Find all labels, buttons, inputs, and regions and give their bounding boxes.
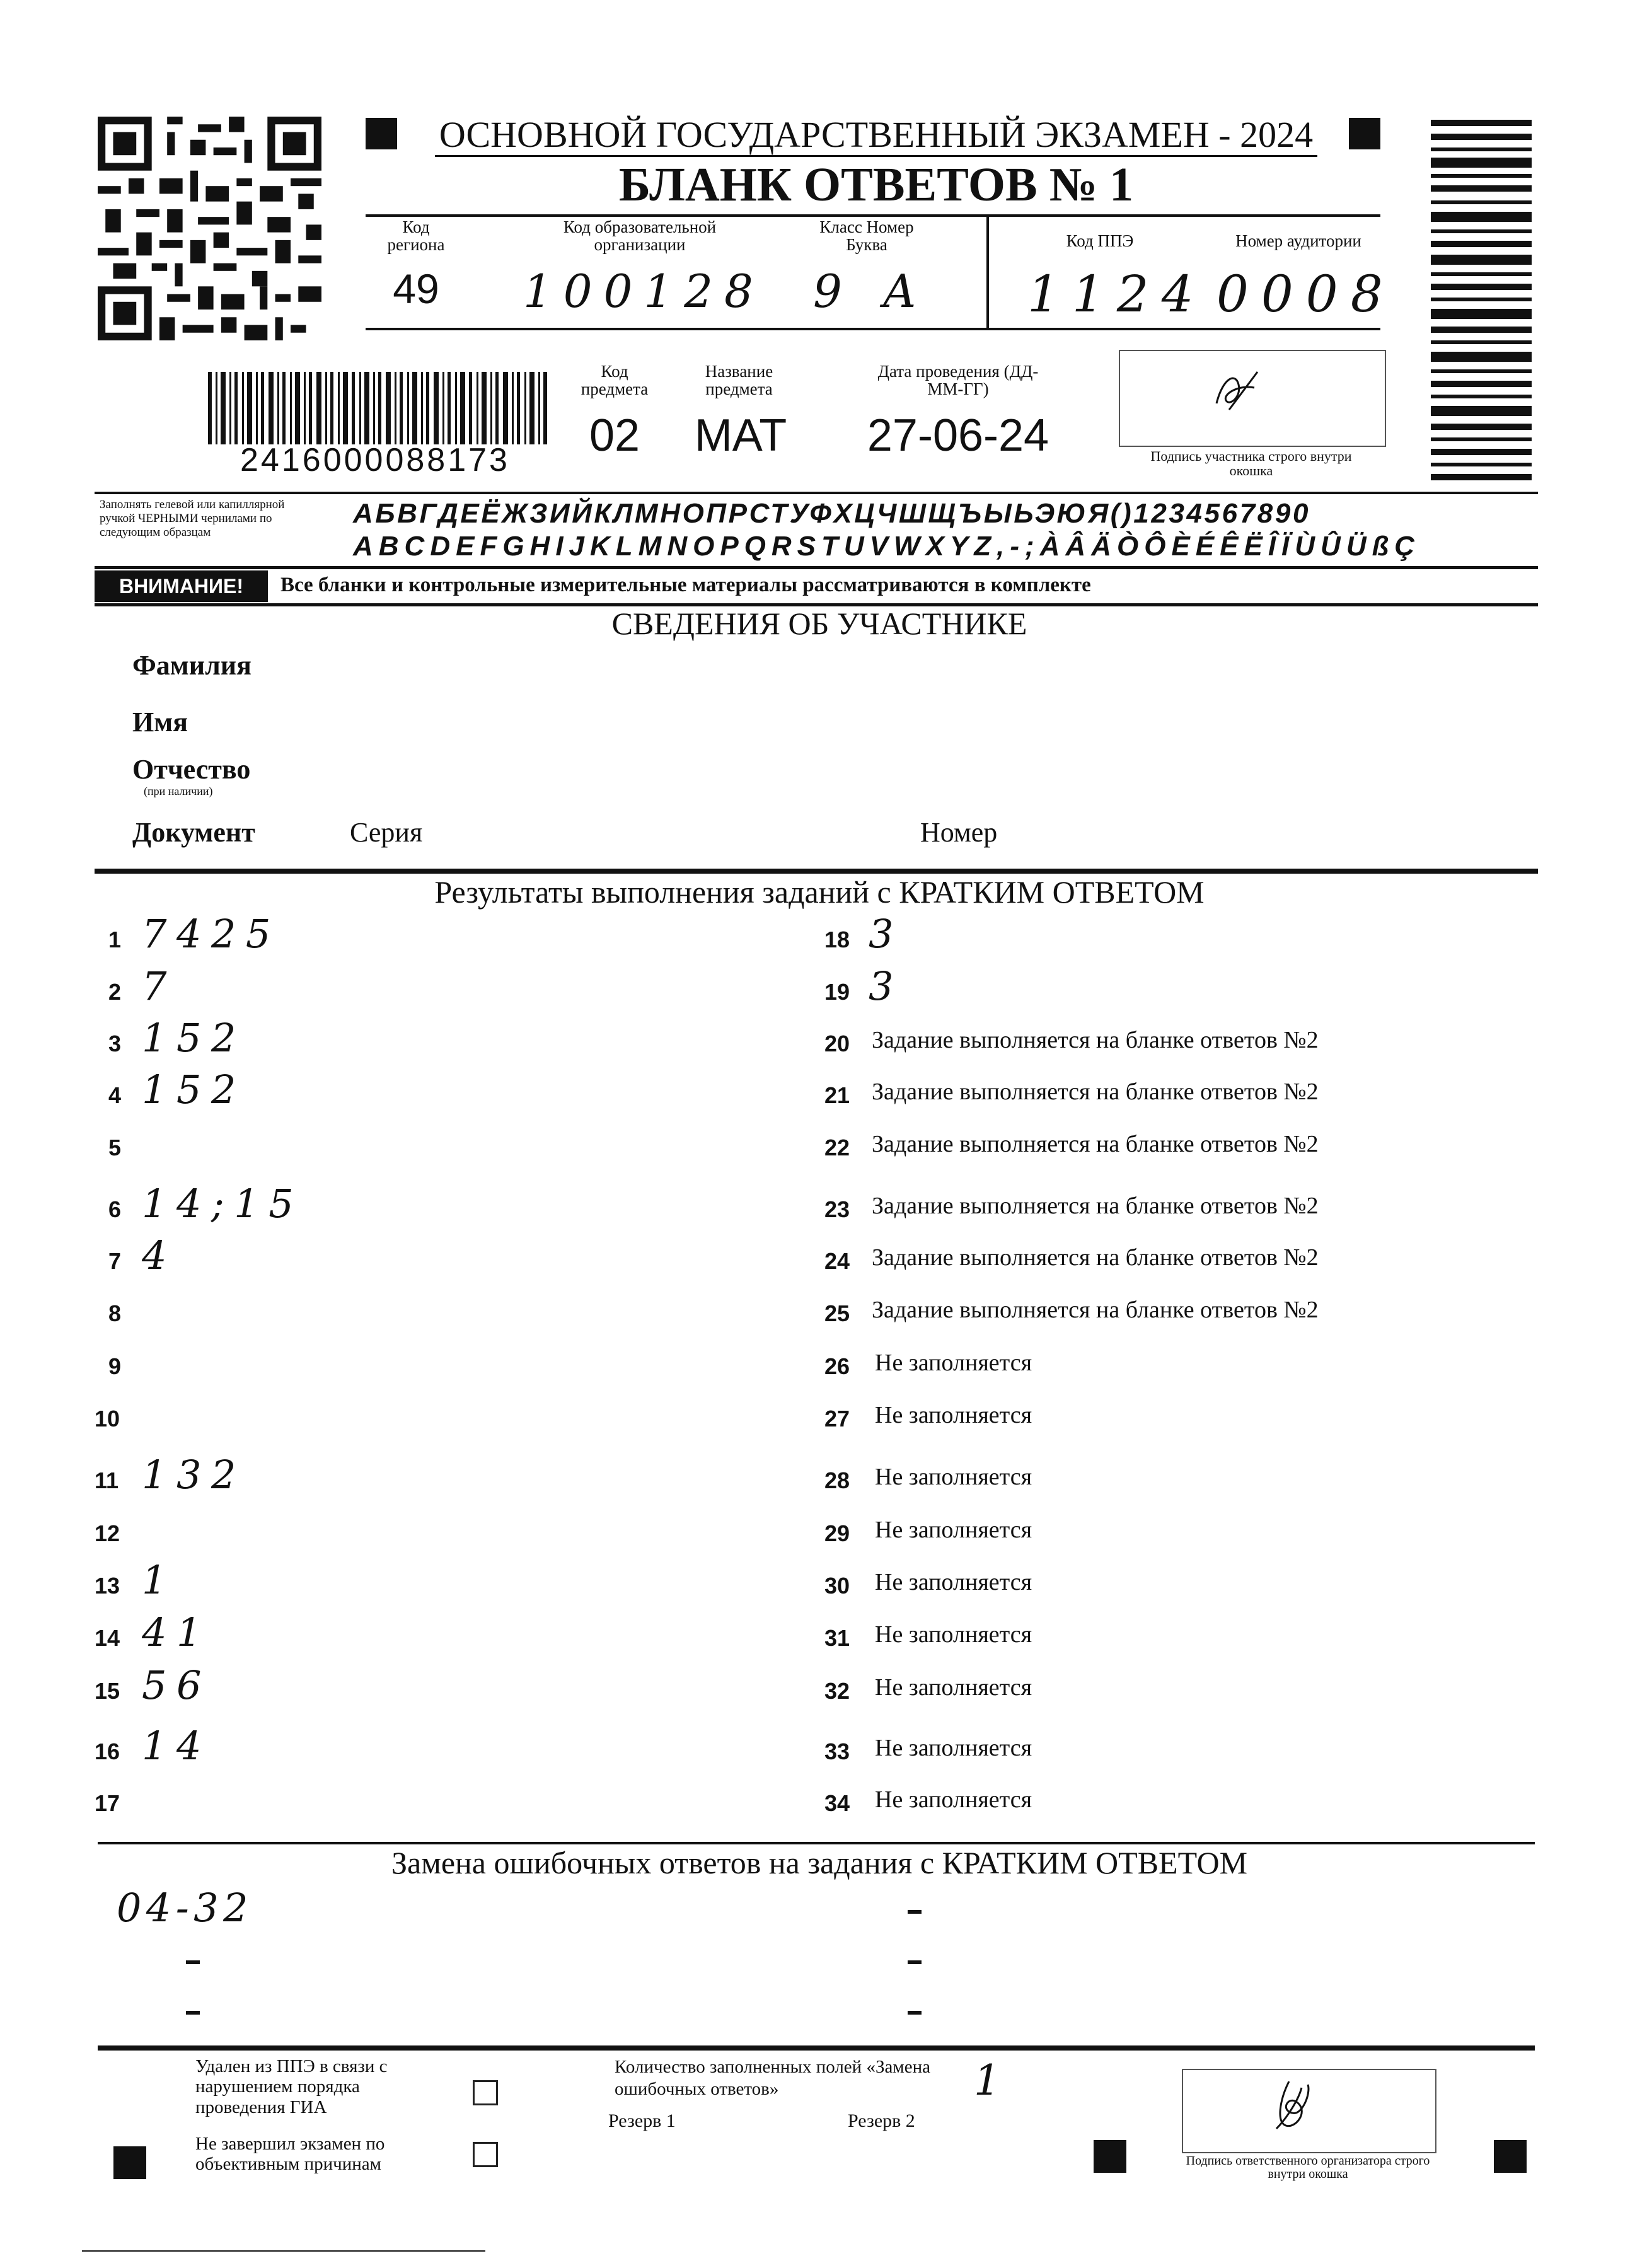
ppe-value: 1124 [1027,265,1206,323]
task-number: 23 [824,1196,850,1222]
series-label: Серия [350,817,423,848]
date-value: 27-06-24 [867,410,1049,461]
participant-signature [1210,366,1267,416]
task-answer: 41 [142,1609,211,1655]
subject-code-label: Код предмета [581,362,649,399]
task-number: 10 [95,1406,120,1432]
task-note: Не заполняется [875,1517,1032,1543]
task-answer: 1 [142,1557,176,1603]
task-answer: 3 [869,911,903,957]
task-number: 5 [108,1135,122,1160]
header-line-2 [366,328,1380,330]
task-answer: 3 [869,963,903,1009]
footer-top-line [98,2045,1535,2051]
class-letter-value: А [882,265,928,318]
corner-marker-bottom-right [1494,2140,1527,2173]
task-number: 31 [824,1625,850,1651]
task-note: Не заполняется [875,1786,1032,1813]
organizer-signature-label: Подпись ответственного организатора строго внутри окошка [1186,2154,1430,2181]
replacement-entry-1: 04-32 [117,1885,253,1931]
task-note: Задание выполняется на бланке ответов №2 [872,1244,1319,1271]
exam-title-underline [435,155,1317,157]
samples-instruction: Заполнять гелевой или капиллярной ручкой ЧЕРНЫМИ чернилами по следующим образцам [100,498,285,539]
number-label: Номер [920,817,998,848]
side-barcode [1431,120,1532,482]
task-number: 24 [824,1248,850,1274]
qr-code [98,117,321,340]
ppe-label: Код ППЭ [1066,231,1134,250]
replacement-dash [908,2011,922,2015]
name-label: Имя [132,707,188,738]
region-value: 49 [393,265,439,312]
task-number: 15 [95,1678,120,1704]
task-number: 33 [824,1739,850,1764]
task-number: 4 [108,1082,122,1108]
page-footer-line [82,2250,485,2252]
task-number: 17 [95,1790,120,1816]
removed-text: Удален из ППЭ в связи с нарушением порядка проведения ГИА [195,2056,388,2117]
org-label: Код образовательной организации [563,217,717,255]
task-number: 32 [824,1678,850,1704]
subject-code-value: 02 [589,410,640,461]
room-label: Номер аудитории [1235,231,1361,250]
task-answer: 56 [142,1662,211,1708]
sample-row-latin: ABCDEFGHIJKLMNOPQRSTUVWXYZ,-;ÀÂÄÒÔÈÉÊËÎÏÙÛÜßÇ [353,531,1421,562]
not-finished-checkbox[interactable] [473,2142,498,2167]
task-note: Задание выполняется на бланке ответов №2 [872,1193,1319,1219]
barcode-number: 2416000088173 [240,442,510,478]
replacement-count-value: 1 [974,2056,1011,2105]
task-note: Не заполняется [875,1350,1032,1376]
subject-name-value: МАТ [694,410,787,461]
task-number: 6 [108,1196,122,1222]
task-number: 3 [108,1031,122,1056]
task-number: 18 [824,927,850,952]
task-note: Не заполняется [875,1402,1032,1428]
task-answer: 4 [142,1232,176,1278]
class-label: Класс Номер Буква [819,217,914,255]
barcode [208,372,548,444]
task-answer: 152 [142,1015,246,1061]
task-note: Задание выполняется на бланке ответов №2 [872,1027,1319,1053]
replacement-dash [186,1960,200,1964]
attention-top-line [95,566,1538,569]
task-answer: 132 [142,1452,246,1498]
header-line-1 [366,214,1380,217]
task-note: Не заполняется [875,1621,1032,1648]
reserve-1: Резерв 1 [608,2110,676,2131]
task-number: 21 [824,1082,850,1108]
task-number: 30 [824,1573,850,1599]
replacement-count-label: Количество заполненных полей «Замена ошибочных ответов» [615,2057,930,2099]
region-label: Код региона [387,217,445,255]
participant-section-title: СВЕДЕНИЯ ОБ УЧАСТНИКЕ [611,606,1027,641]
sample-row-cyrillic: АБВГДЕЁЖЗИЙКЛМНОПРСТУФХЦЧШЩЪЫЬЭЮЯ()1234567890 [353,498,1311,529]
task-note: Не заполняется [875,1674,1032,1701]
replacement-dash [186,2011,200,2015]
corner-marker-bottom-center [1094,2140,1126,2173]
results-section-title: Результаты выполнения заданий с КРАТКИМ ОТВЕТОМ [434,874,1205,910]
corner-marker-top-right [1349,118,1380,149]
task-note: Задание выполняется на бланке ответов №2 [872,1079,1319,1105]
exam-title: ОСНОВНОЙ ГОСУДАРСТВЕННЫЙ ЭКЗАМЕН - 2024 [439,114,1314,155]
form-title: БЛАНК ОТВЕТОВ № 1 [618,158,1134,211]
corner-marker-top-left [366,118,397,149]
task-number: 14 [95,1625,120,1651]
task-number: 20 [824,1031,850,1056]
task-number: 1 [108,927,122,952]
task-number: 11 [95,1467,119,1493]
task-note: Не заполняется [875,1569,1032,1595]
organizer-signature [1264,2075,1320,2135]
subject-name-label: Название предмета [705,362,773,399]
task-number: 12 [95,1520,120,1546]
document-label: Документ [132,817,255,848]
task-number: 28 [824,1467,850,1493]
task-answer: 14;15 [142,1181,304,1227]
patronymic-label: Отчество [132,754,251,785]
room-value: 0008 [1216,265,1396,323]
corner-marker-bottom-left [113,2146,146,2179]
participant-signature-label: Подпись участника строго внутри окошка [1150,448,1352,479]
attention-text: Все бланки и контрольные измерительные материалы рассматриваются в комплекте [280,574,1091,596]
task-number: 8 [108,1300,122,1326]
task-number: 7 [108,1248,122,1274]
task-number: 26 [824,1353,850,1379]
task-number: 27 [824,1406,850,1432]
task-answer: 14 [142,1723,211,1769]
replacement-section-title: Замена ошибочных ответов на задания с КРАТКИМ ОТВЕТОМ [391,1845,1248,1880]
task-number: 34 [824,1790,850,1816]
class-number-value: 9 [813,265,853,318]
replacement-dash [908,1910,922,1914]
task-answer: 7425 [142,911,280,957]
task-note: Не заполняется [875,1735,1032,1761]
task-number: 2 [108,979,122,1005]
reserve-2: Резерв 2 [848,2110,915,2131]
task-number: 9 [108,1353,122,1379]
results-top-line [95,869,1538,874]
task-note: Не заполняется [875,1464,1032,1490]
task-answer: 7 [142,963,176,1009]
removed-checkbox[interactable] [473,2080,498,2105]
task-number: 16 [95,1739,120,1764]
task-number: 13 [95,1573,120,1599]
task-number: 25 [824,1300,850,1326]
not-finished-text: Не завершил экзамен по объективным причинам [195,2134,385,2175]
patronymic-note: (при наличии) [144,785,213,797]
header-divider [986,214,989,329]
org-value: 100128 [523,265,765,318]
task-note: Задание выполняется на бланке ответов №2 [872,1297,1319,1323]
samples-top-line [95,492,1538,494]
replacement-dash [908,1960,922,1964]
surname-label: Фамилия [132,650,251,681]
task-number: 29 [824,1520,850,1546]
date-label: Дата проведения (ДД-ММ-ГГ) [877,362,1039,399]
task-number: 19 [824,979,850,1005]
task-number: 22 [824,1135,850,1160]
task-answer: 152 [142,1067,246,1113]
task-note: Задание выполняется на бланке ответов №2 [872,1131,1319,1157]
attention-badge: ВНИМАНИЕ! [95,570,268,602]
